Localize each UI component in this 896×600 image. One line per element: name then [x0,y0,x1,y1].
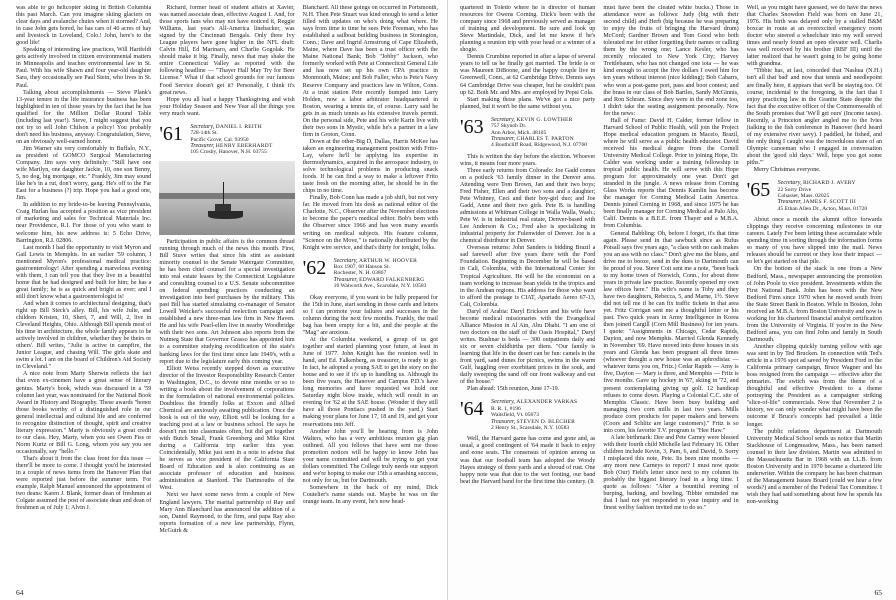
secretary-label: Secretary, [190,123,215,130]
paragraph: Jim Warner sits very comfortably in Buffalo, N.Y., as president of GOMCO Surgical Manufacturing Company. Jim says very definitely: "Still have one wife Marilyn, one daughter Jackie, 10, one son Benny, 5, no dog, big mortgage, etc." Frankly, Jim may sound like he's in a rut, don't worry, gang. He's off to the Far East for a business (?) trip. Hope you had a good one, Jim. [16,145,152,202]
paragraph: Another clipping quickly turning yellow with age was sent in by Ted Brucken. In connection with Ted's article in a 1976 spot ad saved by President Ford in the California primary campaign, Bruce Wagner and his boss resigned from the campaign — effective after the primaries. The switch was from the theme of a thoughtful and effective President to a theme portraying the President as a campaigner striking "slice-of-life" commercials. Now that November 2 is history, we can only wonder what might have been the outcome if Bruce's concepts had prevailed a little longer. [746,344,882,428]
paragraph: Blanchard. All these goings on occurred in Portsmouth, N.H. Then Pete Stuart was kind enough to send a letter filled with updates on who's doing what where. He says from time to time he sees Pete Freeman, who has established a sailboat building business in Stonington, Conn.; Dave and Ingrid Armstrong of Cape Elizabeth, Maine, where Dave has been a trust officer with the Maine National Bank; Bob "Jobby" Jackson, who formerly worked with Pete at Connecticut General Life and has now set up his own CPA practice in Monmouth, Maine; and Bob Fuller, who is Pete's Navy Reserve Company and practices law in Wilton, Conn. At a trust station Pete recently bumped into Larry Holden, now a labor arbitrator headquartered in Boston, wearing a tennis tie, of course. Larry said he gets in as much tennis as his extensive travels permit. On the personal side, Pete and his wife Karin live with their two sons in Mystic, while he's a partner in a law firm in Groton, Conn. [302,5,438,138]
paragraph: That's about it from the class front for this issue — there'll be more to come. I thought you'd be interested in a couple of news items from the Hanover Plan that were reported just before the summer term. For example, Ralph Manuel announced the appointment of two deans: Karen J. Blank, former dean of freshmen at Colgate assumed the post of associate dean and dean of freshmen as of July 1; Alvin J. [16,456,152,512]
paragraph: The public relations department at Dartmouth University Medical School sends us notice that Martin Stackhouse of Longmeadow, Mass., has been named counsel to their law division. Martin was admitted to the Massachusetts Bar in 1968 with an LL.B. from Boston University and in 1970 became a chartered life underwriter. Within the company he has been chairman of the Management Issues Board (could we hear a few words?) and a member of the Federal Tax Committee. I wish they had said something about how he spends his non-working [746,428,882,506]
paragraph: Start making those plans. We've got a nice party planned, but it won't be the same without you. [460,96,596,110]
class-year-64: '64 [460,398,484,421]
paragraph: At the Columbia weekend, a group of us got together and started planning your future, at least in June of 1977. John Knight has the reunion well in hand, and Ed. Falkenberg, as treasurer, is ready to go. In fact, he adopted a young SAE to get the story on the house and to see if it's up to handling us. Although its been five years, the Hanover and Campus P.D.'s have long memories and have requested we hold our Saturday night blow inside, which will result in an evening for '62 at the SAE house. (Wonder if they still have all those Pontiacs pushed in the yard.) Start making your plans for June 17, 18 and 19, and get your reservations into Jeff. [302,336,438,428]
treasurer-address: 16 Walworth Ave., Scarsdale, N.Y. 10583 [333,283,427,290]
paragraph: Next we have some news from a couple of New England lawyers. The marital partnership of Ray and Mary Ann Blanchard has announced the addition of a son, Daniel Raymond, to the firm, and papa Ray also reports formation of a new law partnership, Flynn, McGuirk & [159,492,295,534]
secretary-label: Secretary, [777,180,802,187]
class-year-61: '61 [159,122,183,145]
column-2 [159,5,294,584]
paragraph: Okay everyone, if you want to be fully prepared for the 15th in June, start sending in those cards and letters so I can promote your failures and successes in the column during the next few months. Frankly, the mail bag has been empty for a bit, and the people at the "Mag" are anxious. [302,294,438,336]
paragraph: A late birthmark: Dee and Pete Carney were blessed with their fourth child Michelle last February 16. Other children include Kevin, 3, Pam, 6, and David, 9. Sorry I misplaced this note, Pete. Its been nine months — any more new Carneys to report? I must now quote Bob (Our) Field's letter since next to my column its probably the biggest literary load in a long time. I quote as follows: "After a bountiful evening of burping, barking, and bowling, Tibbie reminded me that I had not yet responded to your inquiry and in finest welfsy fashion invited me to do so." [603,434,739,512]
treasurer-name: STEVEN D. BLECHER [516,418,576,425]
paragraph: must have been the cleated white bucks.) Those in attendance were as follows: Judy (big with their second child) and Herb (big because he was preparing to enjoy the fruits of bringing the Harvard drum) McCord; Gardner Brown and Tom Good who both tolerated me for either forgetting their names or calling them by the wrong one; Lance Kesler, who has recently relocated to New York City; Harvey Trettlebaum, who has not changed one iota — he was kind enough to accept the five dollars I owed him for ten years without interest (nice kidding); Bob Cabarrs, who won a post-game port, pass and boot contest; and the brass in our class of Bob Bartles, Sandy McGinnis, and Ron Schram. Since they were in the end zone too, I didn't take the seating assignment personally. Now for the news: [603,5,739,117]
treasurer-address: 105 Crosby, Hanover, N.H. 03755 [190,149,267,156]
paragraph: Overseas returns: John Sanders is bidding Brazil a sad farewell after five years there with the Ford Foundation. Beginning in December he will be based in Cali, Colombia, with the International Center for Tropical Agriculture. He will be the economist on a team working to increase bean yields in the tropics and in the Andean regions. His address for those who want to afford the postage is CIAT, Apartado Aereo 67-13, Cali, Colombia. [460,245,596,308]
class-64-header [460,399,595,431]
paragraph: Plan ahead: 15th reunion, June 17-19. [467,386,560,393]
secretary-name: RICHARD J. AVERY [803,180,856,187]
paragraph: Participation in public affairs is the common thread running through much of the news this month. First, Bill Stuve writes that since his stint as assistant minority counsel to the Senate Watergate Committee, he has been chief counsel for a special investigation into real estate leases by the Connecticut Legislature and consulting counsel to a U.S. Senate subcommittee on federal spending practices conducting an investigation into beef purchases by the military. This past Bill has started simulating co-manager of Senator Lowell Weicker's successful reelection campaign and established a new three-man law firm in New Haven. He and his wife Pearl-ellen live in nearby Woodbridge with their two sons. Art Johnson also reports from the Nutmeg State that Governor Grasso has appointed him to a committee studying recodification of the state's banking laws for the first time since late 1949's, with a report due to the legislature early this coming year. [159,238,295,365]
paragraph: Three early returns from Colorado: Joe Gadd comes on a potluck '63 family dinner in the Denver area. Attending were Tom Brown, Jan and their two boys; Fred Fisher, Ellen and their two sons and a daughter; Pete Whitney, Ceci and their boy-girl duo; and Joe Gadd, Anne and their two girls. Pete B. is handling admissions at Whitman College in Walla Walla, Wash.; Pete W. is in industrial real estate, Denver-based with Lee Anderson & Co.; Fred also is specializing in industrial property for Fulenwider of Denver. Joe is a chemical distributor in Denver. [460,167,596,245]
class-year-62: '62 [302,256,327,279]
paragraph: Last month I had the opportunity to visit Myron and Gail Lewis in Memphis. In an earlier '59 column, I mentioned Myron's professional medical practice: gastroenterology! After spending a marvelous evening with them, I can tell you that they live in a beautiful home that he had designed and built for him; he has a great family; he is as quick and bright as ever; and I still don't know what a gastroenterologist is! [16,244,152,300]
paragraph: In addition to my bride-to-be leaving Pennsylvania, Craig Harlan has accepted a position as vice president of marketing and sales for Technical Materials Inc. near Providence, R.I. For those of you who want to welcome him, his new address is: 5 Echo Drive, Barrington, R.I. 02806. [16,202,152,244]
secretary-city: Cohasset, Mass. 02025 [777,192,830,199]
class-year-65: '65 [746,179,771,202]
secretary-name: ALEXANDER VARKAS [516,399,578,406]
paragraph: was able to go helicopter skiing in British Columbia this past March. Can you imagine skiing glaciers on clear days and avalanche chutes when it stormed? And, in case John gets bored, he has cars of 40 acres of hay and livestock in Loveland, Colo.! John, here's to the good life! [16,5,152,47]
class-65-header [747,180,882,212]
paragraph: Well, as you might have guessed, we do have the news that Charles Snowdon Field was born on June 21, 1976. His birth was delayed only by a stalled B&M boxcar in route at an overexcited emergency room doctor who steered a wheelchair into my well served times and nearly found an open elevator well. Charlis was well received by his brother (RBF III) until the latter realized that he wasn't going to be going home with grandma. [746,5,882,68]
column-4 [460,5,595,584]
secretary-address: R. R. 1, #196 [491,405,521,412]
treasurer-name: HENRY EBERHARDT [215,142,273,149]
treasurer-address: 2 Henry St., Scarsdale, N.Y. 10583 [491,424,570,431]
paragraph: Dennis Crumbine reported in after a lapse of several years to tell us he finally got married. The bride is or was Maureen DiBoone, and the happy couple live in Greenwell, Conn., at 62 Cambridge Drive. Dennis says 64 Cambridge Drive was cheaper, but he couldn't pass up 62. Both Mr. and Mrs. are employed by Pepsi Cola. [460,54,596,96]
treasurer-name: CHARLES T. PARTON [516,135,574,142]
paragraph: "Tibbie has, at last, conceded that 'Nashua (N.H.) isn't all that bad' and now that tennis and needlepoint are finally here, it appears that we'll be staying too. Of course, incidental to the foregoing, is the fact that I enjoy practicing law in the Granite State despite the fact that the executive officer of the Commonwealth of the South promises that 'We'll get ours' (Income taxes). Recently, a Princeton angler angled me to the Ivies (talking to the fish conference in Hanover (he'd heard of my extensive river savy). I paddled, he fished, and the only thing I caught was the incredulous stare of an Olympic canoeman who I engaged in conversation about the 'good old days.' Well, hope you got some piths.'" [746,68,882,167]
treasurer-address: 45 Ethan Allen Dr., Acton, Mass. 01720 [777,205,868,212]
secretary-label: Secretary, [491,116,515,123]
treasurer-label: Treasurer, [491,418,516,425]
paragraph: General Babbling: Oh, before I forget, it's that time again. Please send in that sawbuck since as Rufus Potsall says five years ago, "a class with no cash makes you an ass with no class." Don't give me the blues, and drive me to booze, send in the dues to Dartmouth can be proud of you. Steve Coit sent me a note, "been back to my home town of Norwich, Conn., for about three years in private law practice. Recently opened my own law offices here." His wife's name is Toby and they have two daughters, Rebecca, 5, and Marne, 1½. Steve did not tell me if he can fix traffic tickets in that area yet. Fritz Corrigan sent me a thoughtful letter or his past. Two quick years in Army Intelligence in Korea then joined Cargill (Corn Mill Business) for ten years. I quote: "Assignments in Chicago, Cedar Rapids, Dayton, and now Memphis. Married Glenda Kennedy in November '69. Have moved into three houses in six years and Glenda has been pregnant all three times (whoever thought a new house was an aphrodisiac — whatever turns you on, Fritz.) Cedar Rapids — Amy is five, Dayton — Mary is three, and Memphis — Fritz is five months. Gave up hockey in '67, skiing in '72, and present contemplating giving up golf. 12 handicap refuses to come down. Playing a Colonial C.C. site of Memphis Classic. Have been busy building and managing two corn mills in last two years. Mills produce corn products for paper makers and brewers (Coors and Schlitz are large customers)." Fritz is so into corn, his favorite T.V. program is "Hee Haw." [603,230,739,434]
column-1 [16,5,151,584]
paragraph: Talking about accomplishments — Steve Plank's 13-year tenure in the life insurance business has been highlighted in ten of those years by the fact that he has qualified for the Million Dollar Round Table (including last year!). Steve, I might suggest that you not try to sell John Chilson a policy! You probably don't need his business, anyway. Congratulation, Steve, on an obviously well-earned honor. [16,89,152,145]
secretary-label: Secretary, [491,399,515,406]
paragraph: About once a month the alumni office forwards clippings they receive concerning milestones in our careers. Lately I've been letting these accumulate while spending time in sorting through the information forms so many of you have slipped into the mail. News releases should be current or they lose their impact — so let's get started on that pile. [746,217,882,266]
secretary-name: KEVIN G. LOWTHER [516,116,573,123]
sailboat-photo [159,161,294,235]
secretary-address: 22 Surry Drive [777,186,812,193]
treasurer-label: Treasurer, [190,142,215,149]
paragraph: This is written the day before the election. Whoever wins, it means four more years. [460,153,596,167]
secretary-name: DANIEL I. REITH [215,123,262,130]
paragraph: On the bottom of the stack is one from a New Bedford, Mass., newspaper announcing the promotion of John Poole to vice president. Investments within the First National Bank. John has been with the New Bedford Firm since 1970 when he moved south from the State Street Bank in Boston. While in Boston, John received an M.B.A. from Boston University and now is working for his chartered financial analyst certification from the University of Virginia. If you're in the New Bedford area, you can find John and family in South Dartmouth. [746,266,882,343]
column-5 [603,5,738,584]
paragraph: Merry Christmas everyone. [753,167,821,174]
class-63-header [460,117,595,149]
class-62-header [303,258,438,290]
paragraph: Down at the other-Big D, Dallas, Harris McKee has taken an engineering management position with Frito-Lay, where he'll be applying his expertise in thermodynamics, acquired in the aerospace industry, to solve technological problems in producing snack foods. If he can find a way to make a leftover Frito taste fresh on the morning after, he should be in the chips in no time. [302,138,438,195]
secretary-address: 757 Skynob Dr. [491,123,527,130]
paragraph: Somewhere in the back of my mind, Dick Coutelier's name stands out. Maybe he was on the orange team. In any event, he's now head- [302,484,438,506]
paragraph: Speaking of interesting law practices, Will Hartfeldt gets actively involved in citizen environmental matters in Minneapolis and teaches environmental law in St. Paul. With his wife Shawn and four year-old daughter Sara, they occasionally see Paul Stein, who lives in St. Paul. [16,47,152,89]
paragraph: Hall of Fame: David H. Calder, former fellow in Harvard School of Public Health, will join the Project Hope medical education program in Maceio, Brazil, where he will serve as a public health educator. David received his medical degree from the Cornell University Medical College. Prior to joining Hope, Dr. Calder was working under a training fellowship in tropical public health. He will serve with this Hope program for approximately one year. Don't get stranded in the jungle. A news release from Corning Glass Works reports that Dennis Kamlin has become the manager for Corning Medical Latin America. Dennis joined Corning in 1968, and since 1975 he has been finally manager for Corning Medical at Palo Alto, Calif. Dennis is a B.E.E. from Thayer and a M.B.A. from Columbia. [603,117,739,230]
treasurer-label: Treasurer, [491,135,516,142]
column-3 [303,5,438,584]
paragraph: Hope you all had a happy Thanksgiving and wish your Holiday Season and New Year all the things you very much want. [159,96,295,117]
secretary-name: ARTHUR W. HOOVER [359,257,418,264]
secretary-city: Rochester, N. H. 03867 [333,270,387,277]
treasurer-address: 4 Bouthcliff Road, Ridgewood, N.J. 07760 [491,142,588,149]
paragraph: Daryl of Arabia: Daryl Erickson and his wife have become medical missionaries with the Evangelical Alliance Mission in Al Ain, Abu Dhabi. "I am one of two doctors on the staff of the Oasis Hospital," Daryl writes. Bushnar is beda — 300 outpatients daily and six or seven childbirths per diem. "Our family is learning that life in the desert can be fun: camels in the front yard, sand dunes for picnics, swims in the warm Gulf, haggling over exorbitant prices in the souk, and daily sweeping the sand off our front walkway and out of the house." [460,308,596,386]
paragraph: A nice note from Marty Sherwin reflects the fact that even ex-cinemen have a great sense of literary genius. Marty's book, which was discussed in a '59 column last year, was nominated for the National Book Award in History and Biography. These awards "honor those books worthy of a distinguished role in our general intellectual and cultural life and are conferred to recognize distinction of thought, spirit and creative literary expression." Marty is obviously a great credit to our class. Hey, Marty, when you see Owen Fiss or Norm Kurtz or Bill G. Long, whom you say you see occasionally, say "hello." [16,371,152,455]
treasurer-name: EDWARD FALKENBERG [359,276,425,283]
secretary-city: Pacific Grove, Cal. 93950 [190,136,249,143]
class-61-header [159,124,294,156]
treasurer-label: Treasurer, [777,199,802,206]
paragraph: Another John you'll be hearing from is John Walters, who has a very ambitious reunion gig plan outlined. All you fellows that have sent me those promotion notices will be happy to know John has your name committed and will be trying to get your dollars committed. The College truly needs our support and we're hoping to make our 15th a smashing success, not only for us, but for Dartmouth. [302,428,438,484]
page-number-right: 65 [874,588,882,597]
paragraph: Well, the Harvard game has come and gone and, as usual, a good contingent of '64 made it back to enjoy and eone seats. The consensus of opinion among us was that our football team has adopted the Woody Hayes strategy of three yards and a shroud of rust. One happy note was that due to the wet footing, our band beat the Harvard band for the first time this century. (It [460,436,596,485]
treasurer-label: Treasurer, [333,276,358,283]
secretary-address: 728-14th St. [190,130,218,137]
page-number-left: 64 [16,588,24,597]
paragraph: Finally, Bob Conn has made a job shift, but not very far. He moved from his desk as national editor of the Charlotte, N.C., Observer after the November elections to become the paper's medical editor. Bob's been with the Observer since 1966 and has won many awards writing on medical subjects. His feature column, "Science on the Move," is nationally distributed by the Knight wire service, and that's thirty for tonight, folks. [302,195,438,251]
secretary-city: Ann Arbor, Mich. 48105 [491,129,547,136]
secretary-address: Box 1907, 60 Hanson St. [333,264,390,271]
paragraph: quartered in Toledo where he is director of human resources for Owens Corning. Dick's been with the company since 1968 and previously served as manager of training and development. Be sure and look up Steve Martindale, Dick, and let me know if he's planning a reunion trip with your head or a winner of a shogie. [460,5,596,54]
treasurer-name: JAMES F. SCOTT III [803,199,856,206]
secretary-city: Waitsfield, Vt. 05673 [491,412,539,419]
column-6 [747,5,882,584]
right-page [448,0,896,600]
paragraph: And when it comes to architectural designing, that's right up Bill Steck's alley. Bill, his wife Julie, and children Kristen, 10, Sheri, 7, and Will, 2, live in Cleveland Heights, Ohio. Although Bill spends most of his time in architecture, the whole family appears to be actively involved in children, whether they be theirs or others'. Bill writes, "Julie is active in campfire, the Junior League, and chasing Will. The girls skate and swim a lot. I am on the board of Children's Aid Society in Cleveland." [16,300,152,371]
class-year-63: '63 [460,115,484,138]
paragraph: Elliott Weiss recently stepped down as executive director of the Investor Responsibility Research Center in Washington, D.C., to devote nine months or so to writing a book about the involvement of corporations in the formulation of national environmental policies. Doubtless the friendly folks at Exxon and Allied Chemical are anxiously awaiting publication. Once the book is out of the way, Elliott will be looking for a teaching post at a law or business school. He says he doesn't run into classmates often, but did get together with Butch Small, Frank Greenberg and Mike Kirst during a California trip earlier this year. Coincidentally, Mike just sent in a note to advise that he serves as vice president of the California State Board of Education and is also continuing as an associate professor of education and business administration at Stanford. The Dartmouths of the West. [159,365,295,492]
paragraph: Richard, former head of student affairs at Xavier, was named associate dean, effective August 1. And, for those sports fans who may not have noticed it, Reggie Williams, last year's All-America linebacker, was signed by the Cincinnati Bengals. Only three Ivy League players have gone higher in the NFL draft: Calvin Hill, Ed Marinaro, and Charlie Gogolak. He should make it big. Finally, news that may shake the entire Connecticut Valley as reported with the following headline — "Thayer Hall May Try for Beer License." What if that school grounds for our famous Food Service doesn't get it? Personally, I think it's great news. [159,5,295,96]
secretary-label: Secretary, [333,257,358,264]
